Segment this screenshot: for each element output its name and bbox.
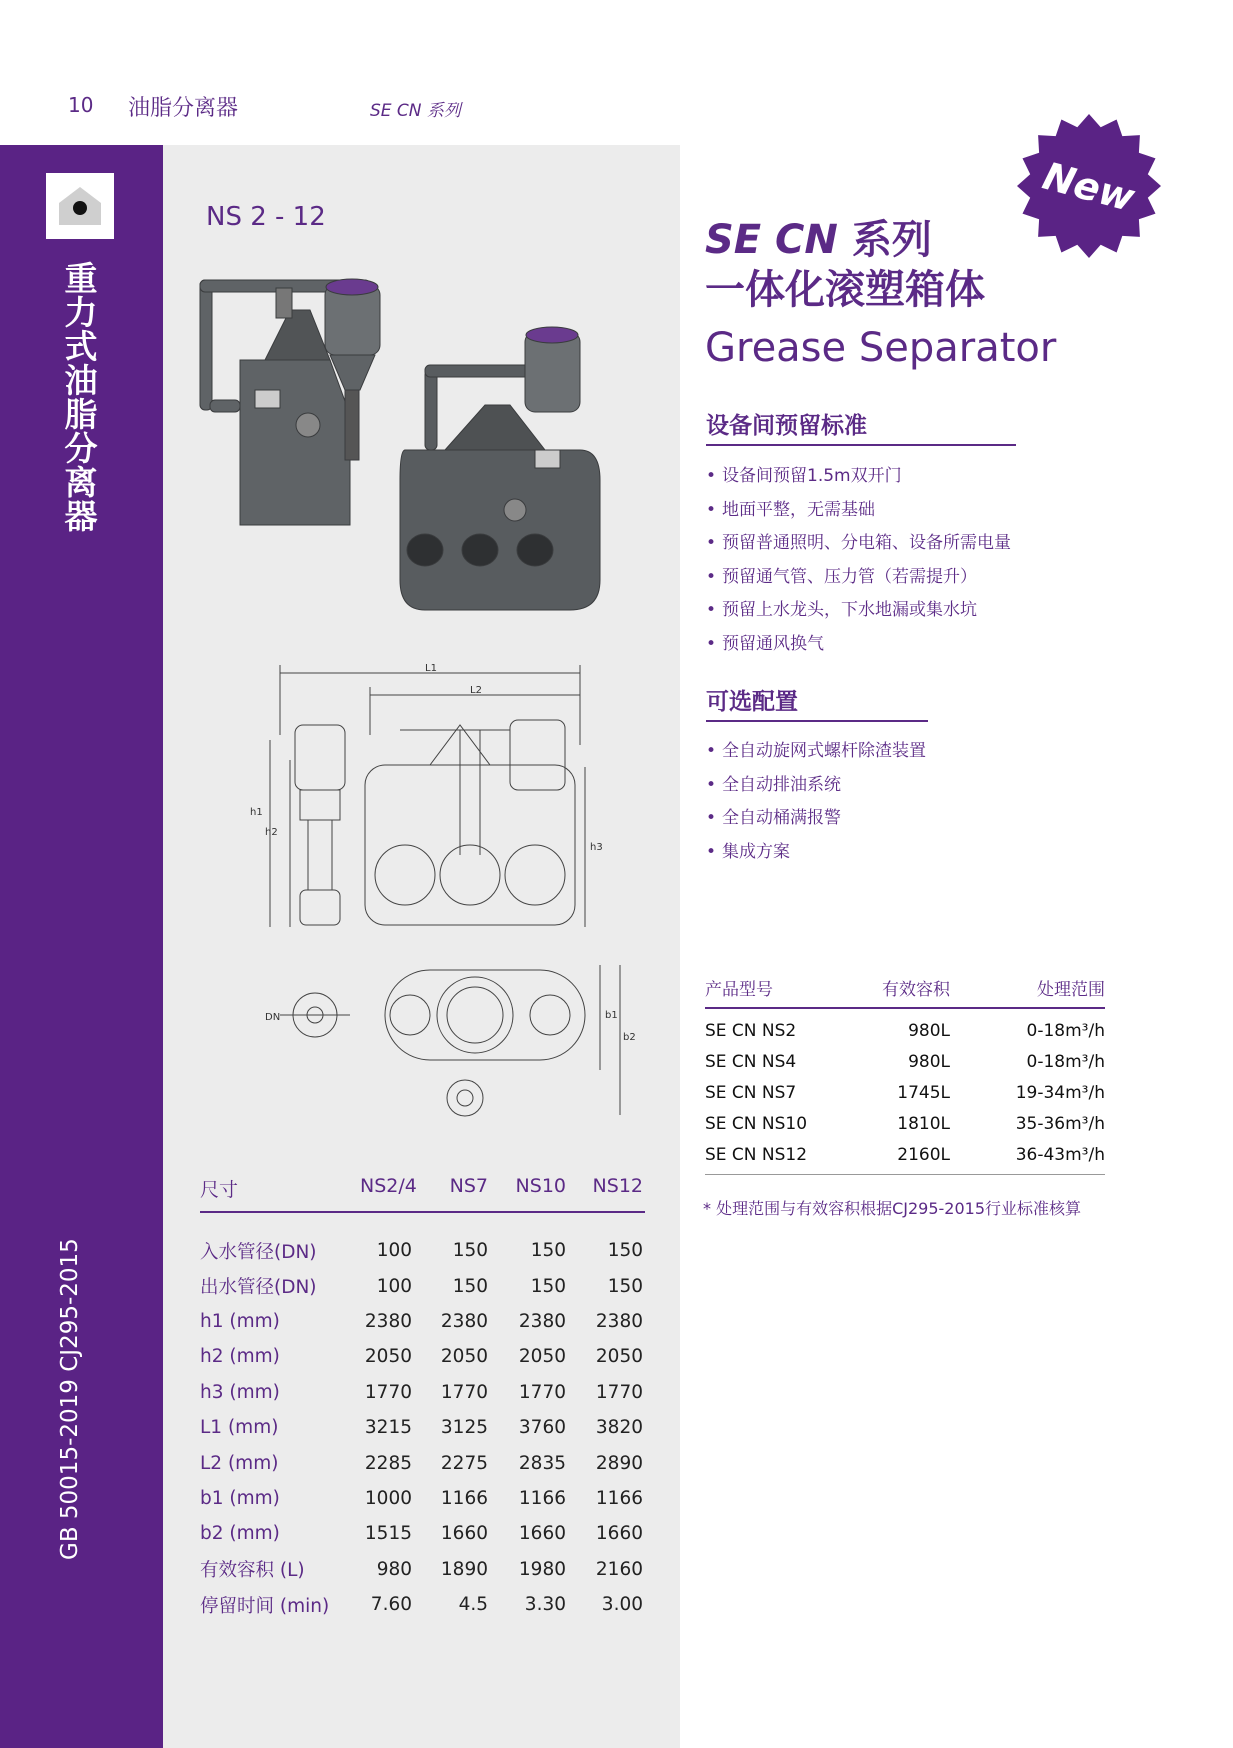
- plan-drawing: [260, 960, 640, 1120]
- table-cell: 3820: [595, 1417, 643, 1439]
- table-cell: 35-36m³/h: [1015, 1113, 1105, 1134]
- table-header-cell: NS12: [592, 1175, 643, 1197]
- table-cell: 2050: [595, 1346, 643, 1368]
- list-item: • 设备间预留1.5m双开门: [706, 461, 1011, 495]
- table-cell: 1770: [440, 1381, 488, 1403]
- table-cell: 150: [530, 1240, 566, 1262]
- table-cell: 2050: [440, 1346, 488, 1368]
- table-header-cell: NS7: [449, 1175, 488, 1197]
- table-row: [200, 1552, 645, 1587]
- dimension-table: [200, 1175, 645, 1622]
- table-header-cell: 产品型号: [705, 980, 773, 1000]
- dim-DN: DN: [265, 1012, 281, 1023]
- table-cell: 入水管径(DN): [200, 1241, 317, 1263]
- product-table-header: [705, 975, 1105, 1009]
- dim-L2: L2: [470, 685, 482, 696]
- table-cell: 980L: [908, 1051, 950, 1072]
- list-item: • 预留通风换气: [706, 629, 1011, 663]
- table-cell: 1166: [440, 1487, 488, 1509]
- table-cell: 150: [607, 1240, 643, 1262]
- dimension-table-header: [200, 1175, 645, 1213]
- table-cell: 2380: [518, 1310, 566, 1332]
- table-cell: 19-34m³/h: [1015, 1082, 1105, 1103]
- section-optional-divider: [706, 720, 928, 722]
- table-cell: b2 (mm): [200, 1523, 280, 1545]
- list-item: • 集成方案: [706, 837, 926, 871]
- hero-title: [705, 208, 932, 265]
- table-header-cell: NS10: [515, 1175, 566, 1197]
- table-cell: 150: [607, 1275, 643, 1297]
- table-cell: 2050: [518, 1346, 566, 1368]
- hero-title-latin: SE CN: [705, 217, 838, 263]
- new-badge: [1015, 112, 1163, 260]
- product-table-rule: [705, 1174, 1105, 1175]
- table-cell: 4.5: [458, 1594, 488, 1616]
- table-cell: 1770: [364, 1381, 412, 1403]
- table-row: [200, 1410, 645, 1445]
- table-cell: 1660: [440, 1523, 488, 1545]
- house-logo-icon: [46, 173, 114, 239]
- table-cell: SE CN NS12: [705, 1144, 808, 1165]
- table-cell: 2380: [595, 1310, 643, 1332]
- section-reserve-divider: [706, 444, 1016, 446]
- table-cell: 0-18m³/h: [1026, 1051, 1105, 1072]
- elevation-drawing: [230, 655, 630, 935]
- table-cell: 2275: [440, 1452, 488, 1474]
- table-row: [200, 1375, 645, 1410]
- table-row: [705, 1015, 1105, 1046]
- list-item: • 全自动排油系统: [706, 770, 926, 804]
- table-row: [200, 1268, 645, 1303]
- table-cell: 1166: [595, 1487, 643, 1509]
- table-row: [200, 1233, 645, 1268]
- table-cell: h1 (mm): [200, 1310, 280, 1332]
- table-cell: 出水管径(DN): [200, 1277, 317, 1299]
- table-row: [200, 1304, 645, 1339]
- table-cell: L2 (mm): [200, 1452, 279, 1474]
- table-cell: h3 (mm): [200, 1381, 280, 1403]
- table-cell: 980: [376, 1558, 412, 1580]
- table-cell: 1770: [595, 1381, 643, 1403]
- table-row: [705, 1108, 1105, 1139]
- table-cell: 36-43m³/h: [1015, 1144, 1105, 1165]
- table-row: [705, 1077, 1105, 1108]
- list-item: • 预留通气管、压力管（若需提升）: [706, 562, 1011, 596]
- product-model-label: NS 2 - 12: [206, 202, 326, 232]
- table-cell: SE CN NS10: [705, 1113, 808, 1134]
- table-cell: 2890: [595, 1452, 643, 1474]
- list-item: • 预留上水龙头，下水地漏或集水坑: [706, 595, 1011, 629]
- table-cell: 2160L: [897, 1144, 950, 1165]
- table-cell: 1515: [364, 1523, 412, 1545]
- section-optional-list: [706, 736, 926, 870]
- table-cell: L1 (mm): [200, 1417, 279, 1439]
- table-row: [705, 1046, 1105, 1077]
- dim-h1: h1: [250, 807, 263, 818]
- header-title: 油脂分离器: [128, 96, 239, 121]
- product-table-note: * 处理范围与有效容积根据CJ295-2015行业标准核算: [703, 1199, 1082, 1218]
- table-cell: 停留时间 (min): [200, 1595, 330, 1617]
- product-table: [705, 975, 1105, 1175]
- table-cell: 100: [376, 1275, 412, 1297]
- hero-title-cn: 系列: [851, 217, 932, 263]
- list-item: • 预留普通照明、分电箱、设备所需电量: [706, 528, 1011, 562]
- table-cell: 150: [452, 1275, 488, 1297]
- dim-b2: b2: [623, 1032, 636, 1043]
- table-cell: 100: [376, 1240, 412, 1262]
- table-cell: 有效容积 (L): [200, 1560, 305, 1582]
- table-cell: 3215: [364, 1417, 412, 1439]
- table-cell: b1 (mm): [200, 1487, 280, 1509]
- table-cell: 1980: [518, 1558, 566, 1580]
- list-item: • 全自动旋网式螺杆除渣装置: [706, 736, 926, 770]
- table-cell: SE CN NS2: [705, 1020, 797, 1041]
- sidebar-vertical-title: 重力式油脂分离器: [64, 259, 98, 536]
- table-cell: 1770: [518, 1381, 566, 1403]
- section-reserve-title: 设备间预留标准: [706, 413, 867, 439]
- product-render-image: [180, 250, 660, 630]
- table-header-cell: 处理范围: [1037, 980, 1105, 1000]
- table-cell: 150: [530, 1275, 566, 1297]
- table-cell: 3125: [440, 1417, 488, 1439]
- table-row: [200, 1481, 645, 1516]
- table-cell: 2380: [440, 1310, 488, 1332]
- table-cell: 150: [452, 1240, 488, 1262]
- table-cell: h2 (mm): [200, 1346, 280, 1368]
- section-reserve-list: [706, 461, 1011, 662]
- table-cell: 2160: [595, 1558, 643, 1580]
- new-badge-text: New: [1038, 153, 1140, 221]
- dim-h2: h2: [265, 827, 278, 838]
- table-cell: 1166: [518, 1487, 566, 1509]
- dim-b1: b1: [605, 1010, 618, 1021]
- table-cell: 2380: [364, 1310, 412, 1332]
- page-number: 10: [68, 93, 94, 117]
- table-cell: 7.60: [370, 1594, 412, 1616]
- product-table-body: [705, 1015, 1105, 1170]
- table-cell: 3.00: [601, 1594, 643, 1616]
- table-cell: 3.30: [524, 1594, 566, 1616]
- section-optional-title: 可选配置: [706, 689, 798, 715]
- list-item: • 地面平整，无需基础: [706, 495, 1011, 529]
- table-cell: 1660: [595, 1523, 643, 1545]
- table-cell: 980L: [908, 1020, 950, 1041]
- dim-h3: h3: [590, 842, 603, 853]
- list-item: • 全自动桶满报警: [706, 803, 926, 837]
- table-row: [200, 1445, 645, 1480]
- dimension-table-body: [200, 1233, 645, 1622]
- table-cell: 1810L: [897, 1113, 950, 1134]
- table-cell: SE CN NS7: [705, 1082, 797, 1103]
- table-cell: 2835: [518, 1452, 566, 1474]
- table-cell: 3760: [518, 1417, 566, 1439]
- table-cell: 2050: [364, 1346, 412, 1368]
- table-cell: SE CN NS4: [705, 1051, 797, 1072]
- table-cell: 0-18m³/h: [1026, 1020, 1105, 1041]
- table-row: [200, 1516, 645, 1551]
- table-cell: 2285: [364, 1452, 412, 1474]
- table-row: [705, 1139, 1105, 1170]
- table-header-cell: 有效容积: [882, 980, 950, 1000]
- table-cell: 1745L: [897, 1082, 950, 1103]
- table-cell: 1000: [364, 1487, 412, 1509]
- table-cell: 1660: [518, 1523, 566, 1545]
- hero-english-title: Grease Separator: [705, 325, 1057, 371]
- sidebar-standards: GB 50015-2019 CJ295-2015: [57, 1238, 83, 1560]
- hero-subtitle: 一体化滚塑箱体: [705, 267, 985, 313]
- table-row: [200, 1587, 645, 1622]
- dim-L1: L1: [425, 663, 437, 674]
- table-row: [200, 1339, 645, 1374]
- table-header-cell: NS2/4: [360, 1175, 417, 1197]
- table-header-cell: 尺寸: [200, 1179, 239, 1201]
- table-cell: 1890: [440, 1558, 488, 1580]
- header-series: SE CN 系列: [370, 101, 461, 121]
